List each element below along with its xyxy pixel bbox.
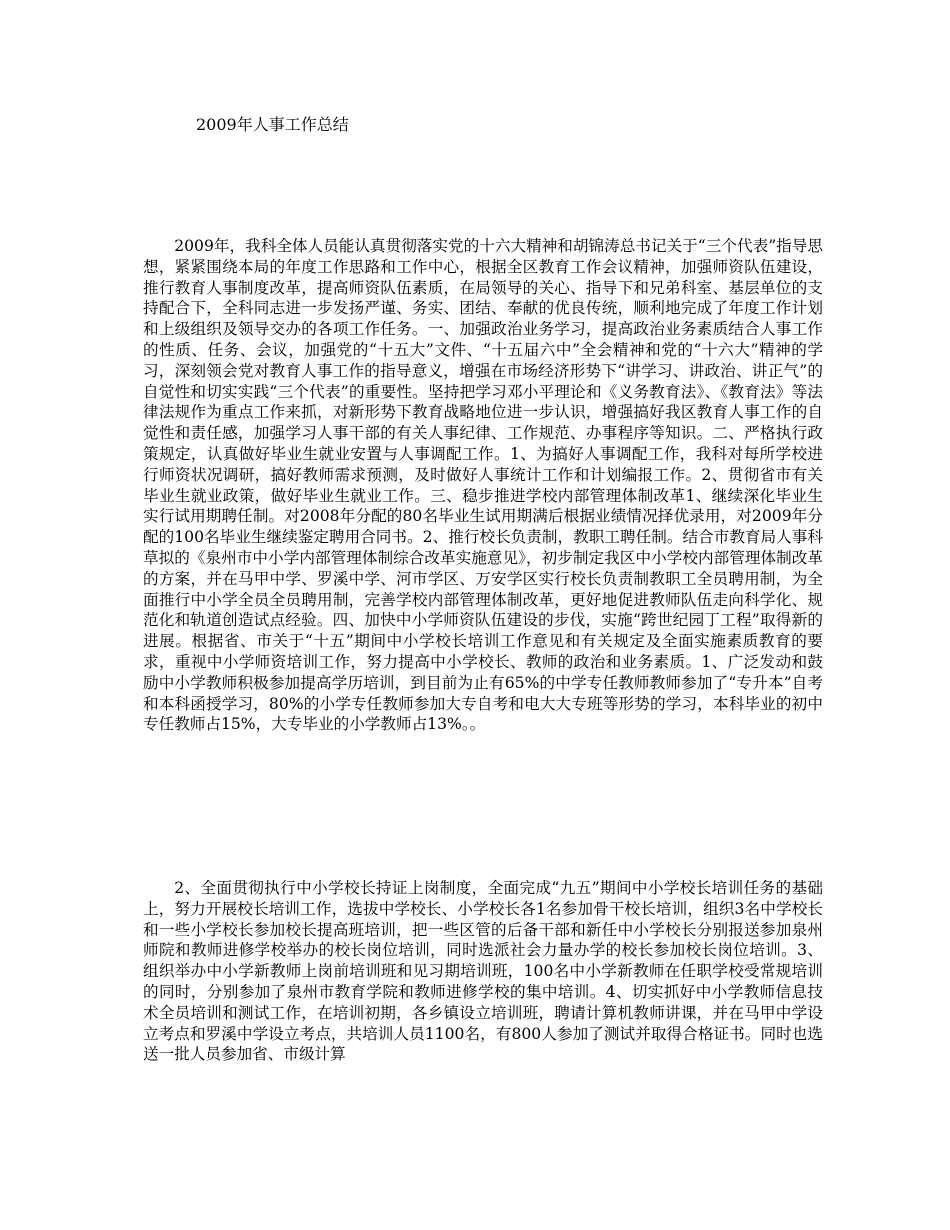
- body-paragraph-2: 2、全面贯彻执行中小学校长持证上岗制度，全面完成“九五”期间中小学校长培训任务的基础上，努力开展校长培训工作，选拔中学校长、小学校长各1名参加骨干校长培训，组织3名中学校长和一些小学校长参加校长提高班培训，把一些区管的后备干部和新任中小学校长分别报送参加泉州师院和教师进修学校举办的校长岗位培训，同时选派社会力量办学的校长参加校长岗位培训。3、组织举办中小学新教师上岗前培训班和见习期培训班，100名中小学新教师在任职学校受常规培训的同时，分别参加了泉州市教育学院和教师进修学校的集中培训。4、切实抓好中小学教师信息技术全员培训和测试工作，在培训初期，各乡镇设立培训班，聘请计算机教师讲课，并在马甲中学设立考点和罗溪中学设立考点，共培训人员1100名，有800人参加了测试并取得合格证书。同时也选送一批人员参加省、市级计算: [143, 879, 823, 1064]
- body-paragraph-1: 2009年，我科全体人员能认真贯彻落实党的十六大精神和胡锦涛总书记关于“三个代表”指导思想，紧紧围绕本局的年度工作思路和工作中心，根据全区教育工作会议精神，加强师资队伍建设，推行教育人事制度改革，提高师资队伍素质，在局领导的关心、指导下和兄弟科室、基层单位的支持配合下，全科同志进一步发扬严谨、务实、团结、奉献的优良传统，顺利地完成了年度工作计划和上级组织及领导交办的各项工作任务。一、加强政治业务学习，提高政治业务素质结合人事工作的性质、任务、会议，加强党的“十五大”文件、“十五届六中”全会精神和党的“十六大”精神的学习，深刻领会党对教育人事工作的指导意义，增强在市场经济形势下“讲学习、讲政治、讲正气”的自觉性和切实实践“三个代表”的重要性。坚持把学习邓小平理论和《义务教育法》、《教育法》等法律法规作为重点工作来抓，对新形势下教育战略地位进一步认识，增强搞好我区教育人事工作的自觉性和责任感，加强学习人事干部的有关人事纪律、工作规范、办事程序等知识。二、严格执行政策规定，认真做好毕业生就业安置与人事调配工作。1、为搞好人事调配工作，我科对每所学校进行师资状况调研，搞好教师需求预测，及时做好人事统计工作和计划编报工作。2、贯彻省市有关毕业生就业政策，做好毕业生就业工作。三、稳步推进学校内部管理体制改革1、继续深化毕业生实行试用期聘任制。对2008年分配的80名毕业生试用期满后根据业绩情况择优录用，对2009年分配的100名毕业生继续鉴定聘用合同书。2、推行校长负责制，教职工聘任制。结合市教育局人事科草拟的《泉州市中小学内部管理体制综合改革实施意见》，初步制定我区中小学校内部管理体制改革的方案，并在马甲中学、罗溪中学、河市学区、万安学区实行校长负责制教职工全员聘用制，为全面推行中小学全员全员聘用制，完善学校内部管理体制改革，更好地促进教师队伍走向科学化、规范化和轨道创造试点经验。四、加快中小学师资队伍建设的步伐，实施“跨世纪园丁工程”取得新的进展。根据省、市关于“十五”期间中小学校长培训工作意见和有关规定及全面实施素质教育的要求，重视中小学师资培训工作，努力提高中小学校长、教师的政治和业务素质。1、广泛发动和鼓励中小学教师积极参加提高学历培训，到目前为止有65%的中学专任教师教师参加了“专升本”自考和本科函授学习，80%的小学专任教师参加大专自考和电大大专班等形势的学习，本科毕业的初中专任教师占15%，大专毕业的小学教师占13%。。: [143, 237, 823, 734]
- document-title: 2009年人事工作总结: [196, 115, 349, 134]
